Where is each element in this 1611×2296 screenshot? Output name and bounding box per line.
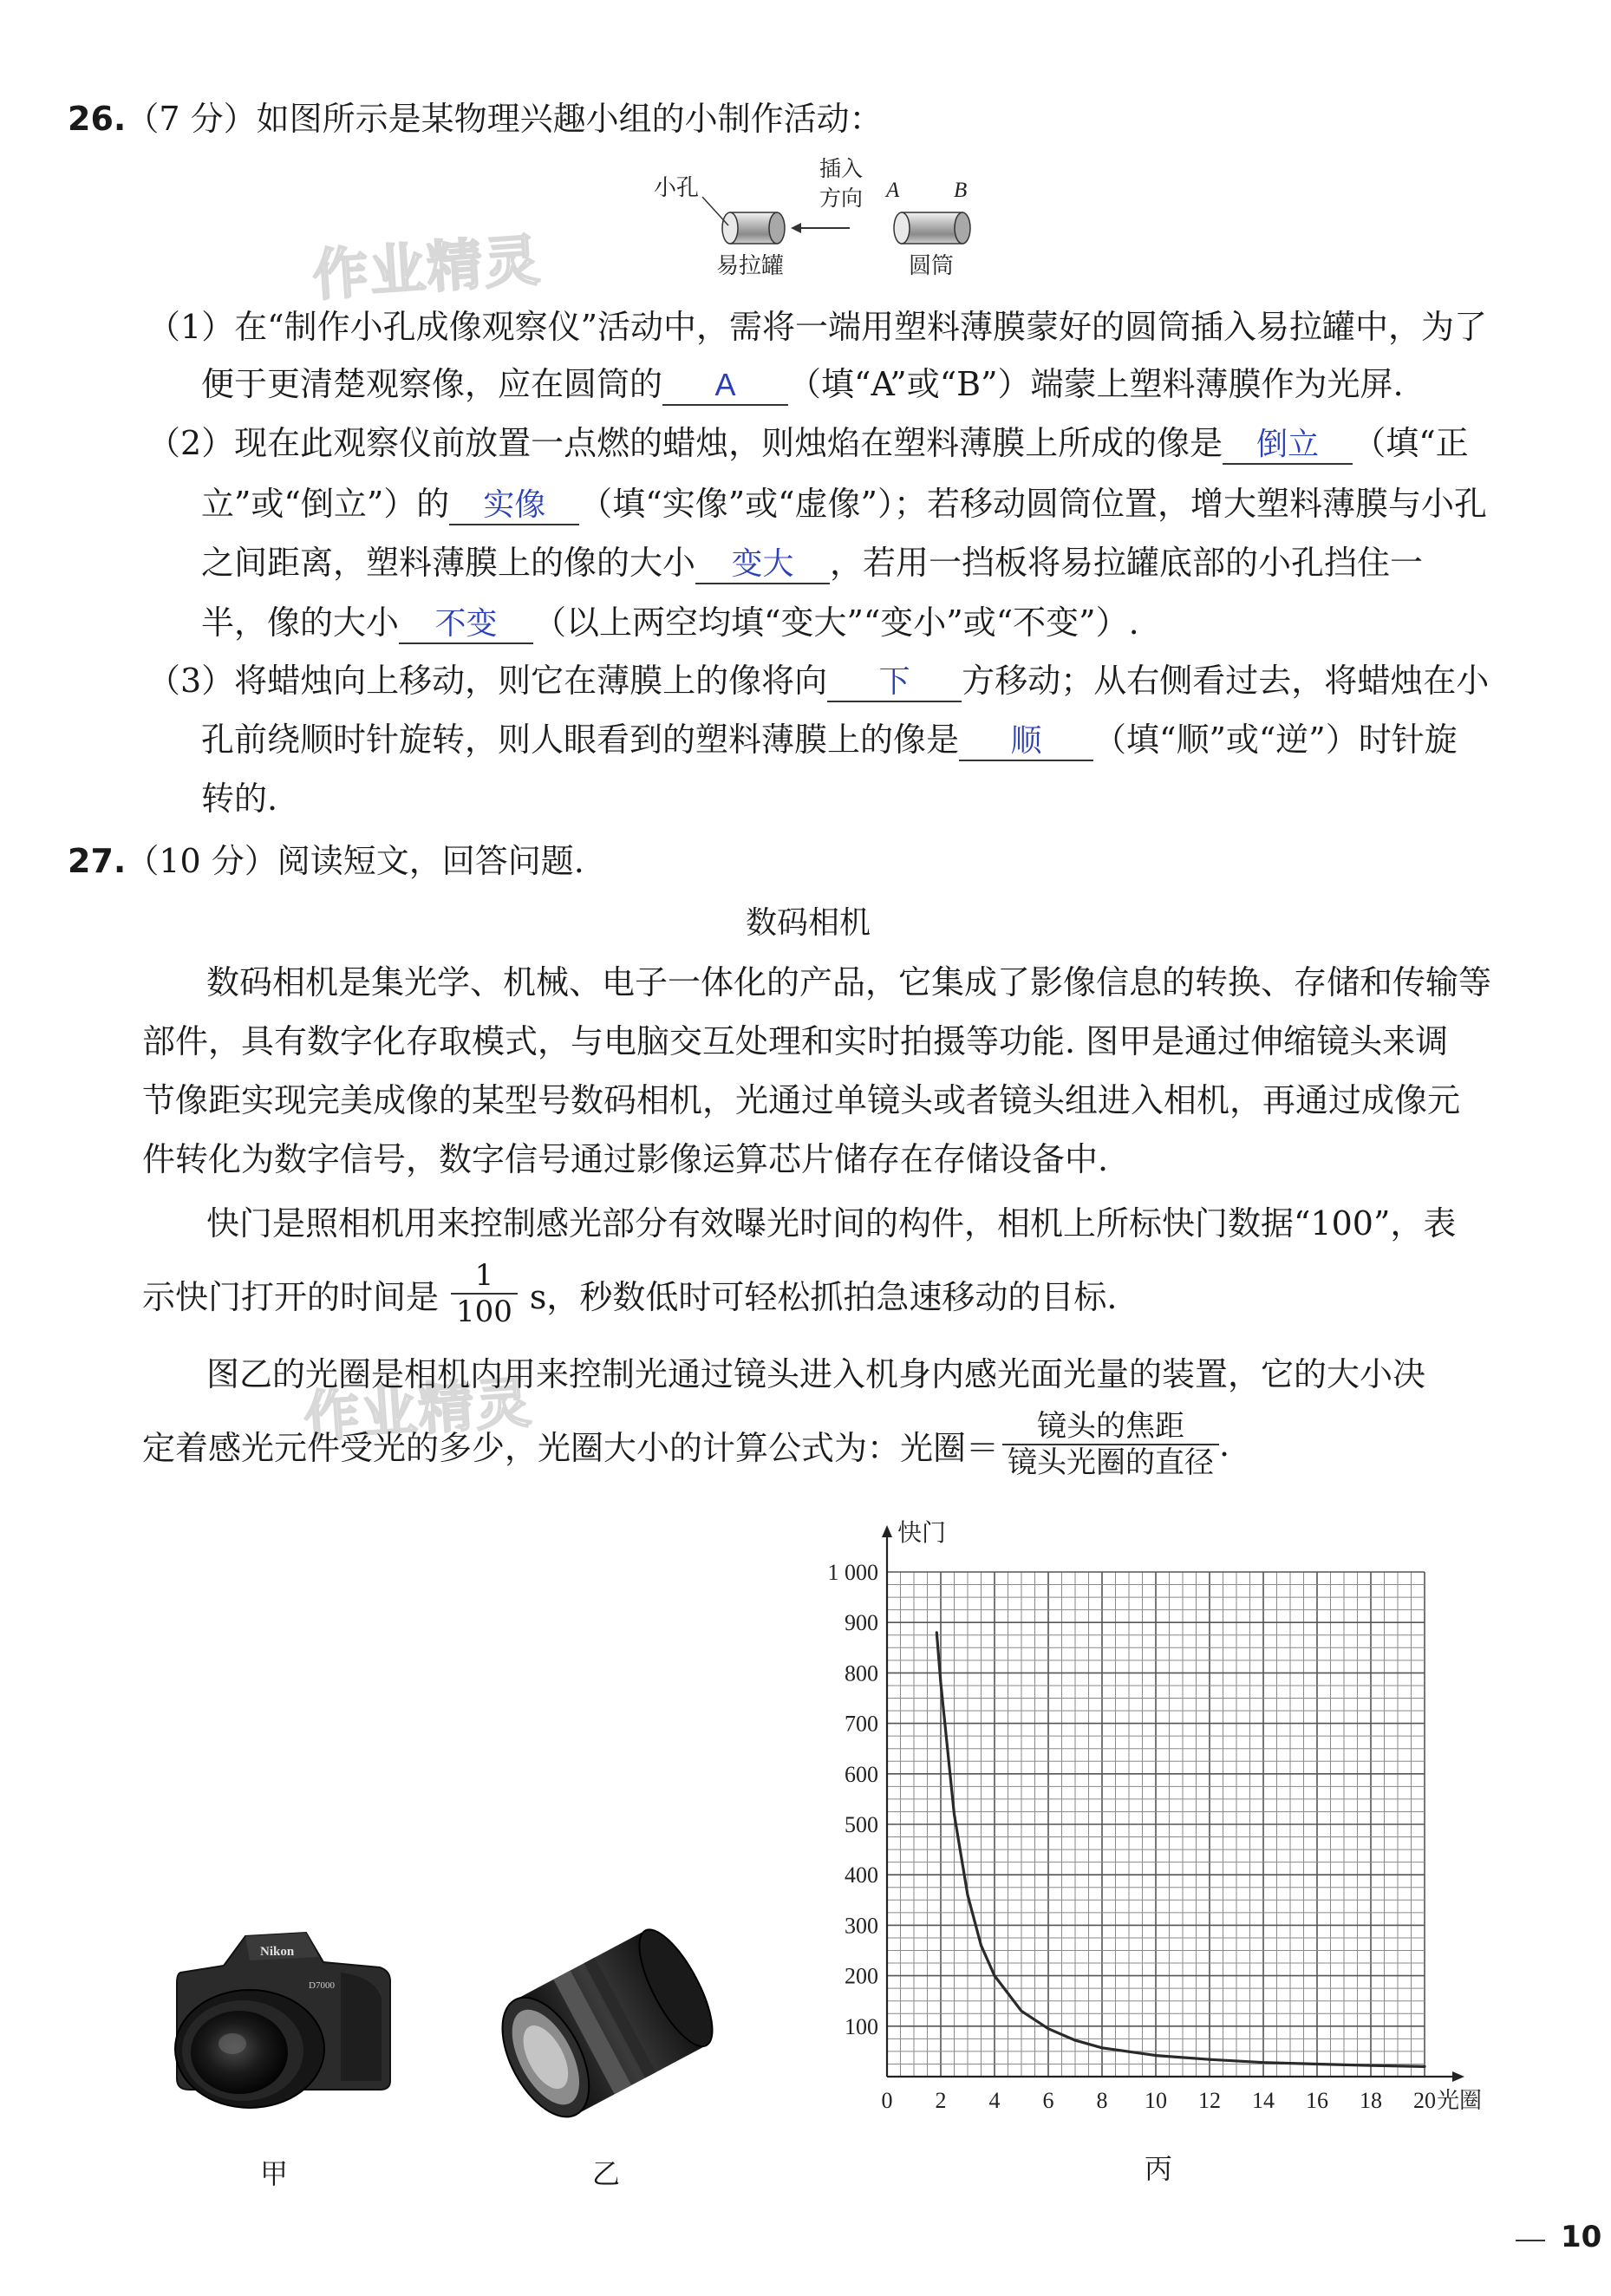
q26-p2-text-1a: （2）现在此观察仪前放置一点燃的蜡烛，则烛焰在塑料薄膜上所成的像是 xyxy=(147,424,1223,462)
para3-line2 xyxy=(142,1403,1229,1486)
x-tick-label: 14 xyxy=(1252,2088,1275,2113)
y-tick-label: 500 xyxy=(845,1812,878,1837)
para3-text-b: . xyxy=(1219,1425,1230,1464)
shutter-fraction-numerator: 1 xyxy=(451,1258,518,1295)
q26-header: （7 分）如图所示是某物理兴趣小组的小制作活动： xyxy=(126,100,883,138)
para1-line3: 节像距实现完美成像的某型号数码相机，光通过单镜头或者镜头组进入相机，再通过成像元 xyxy=(142,1081,1461,1119)
q26-p2-answer-2: 实像 xyxy=(449,486,579,525)
insert-label-1: 插入 xyxy=(819,158,864,181)
q26-p1-text-b: （填“A”或“B”）端蒙上塑料薄膜作为光屏. xyxy=(788,365,1404,403)
q26-p2-line1 xyxy=(147,421,1469,465)
shutter-aperture-chart xyxy=(815,1504,1491,2129)
can-cylinder xyxy=(722,212,785,244)
can-label: 易拉罐 xyxy=(716,253,785,278)
q26-p2-answer-4: 不变 xyxy=(399,604,533,644)
para1-line2: 部件，具有数字化存取模式，与电脑交互处理和实时拍摄等功能. 图甲是通过伸缩镜头来调 xyxy=(142,1022,1449,1060)
y-tick-label: 700 xyxy=(845,1711,878,1737)
y-tick-label: 900 xyxy=(845,1610,878,1636)
x-tick-label: 0 xyxy=(881,2088,893,2113)
q26-p3-text-2b: （填“顺”或“逆”）时针旋 xyxy=(1093,721,1458,759)
q26-p2-line3 xyxy=(201,541,1423,584)
x-tick-label: 16 xyxy=(1306,2088,1328,2113)
para2-text-b: s，秒数低时可轻松抓拍急速移动的目标. xyxy=(529,1277,1118,1316)
x-tick-label: 18 xyxy=(1360,2088,1382,2113)
lens-image xyxy=(486,1925,728,2124)
x-tick-label: 6 xyxy=(1042,2088,1054,2113)
shutter-fraction xyxy=(451,1258,518,1329)
q26-p3-text-1b: 方移动；从右侧看过去，将蜡烛在小 xyxy=(962,662,1490,700)
q26-p3-text-1a: （3）将蜡烛向上移动，则它在薄膜上的像将向 xyxy=(147,662,828,700)
x-tick-label: 12 xyxy=(1198,2088,1221,2113)
page-number: 10 xyxy=(1561,2220,1602,2254)
para1-line1: 数码相机是集光学、机械、电子一体化的产品，它集成了影像信息的转换、存储和传输等 xyxy=(206,963,1492,1001)
q26-p1-text-a: 便于更清楚观察像，应在圆筒的 xyxy=(201,365,663,403)
pinhole-viewer-figure xyxy=(642,152,1006,290)
q26-p2-text-2a: 立”或“倒立”）的 xyxy=(201,485,450,523)
camera-model: D7000 xyxy=(309,1980,335,1991)
q26-p2-text-1b: （填“正 xyxy=(1353,424,1469,462)
hole-leader-line xyxy=(702,197,728,225)
q26-p2-text-3a: 之间距离，塑料薄膜上的像的大小 xyxy=(201,544,696,582)
shutter-fraction-denominator: 100 xyxy=(456,1295,512,1329)
y-tick-label: 300 xyxy=(845,1913,878,1939)
x-tick-label: 8 xyxy=(1096,2088,1108,2113)
q26-p1-line1: （1）在“制作小孔成像观察仪”活动中，需将一端用塑料薄膜蒙好的圆筒插入易拉罐中，为了 xyxy=(147,308,1488,346)
q26-p3-line2 xyxy=(201,718,1458,761)
caption-yi: 乙 xyxy=(592,2157,621,2190)
para3-text-a: 定着感光元件受光的多少，光圈大小的计算公式为：光圈＝ xyxy=(142,1428,1000,1467)
q26-p2-answer-1: 倒立 xyxy=(1223,425,1353,465)
q26-p2-text-3b: ，若用一挡板将易拉罐底部的小孔挡住一 xyxy=(830,544,1424,582)
x-tick-label: 10 xyxy=(1145,2088,1167,2113)
q27-number: 27. xyxy=(68,842,127,880)
aperture-formula-fraction xyxy=(1002,1409,1219,1480)
x-tick-label: 20 xyxy=(1413,2088,1436,2113)
q26-p3-text-2a: 孔前绕顺时针旋转，则人眼看到的塑料薄膜上的像是 xyxy=(201,721,960,759)
insert-label-2: 方向 xyxy=(819,187,864,211)
y-axis-label: 快门 xyxy=(897,1520,947,1547)
x-tick-label: 4 xyxy=(988,2088,1001,2113)
q26-p2-text-4a: 半，像的大小 xyxy=(201,603,400,642)
para1-line4: 件转化为数字信号，数字信号通过影像运算芯片储存在存储设备中. xyxy=(142,1140,1109,1178)
article-title: 数码相机 xyxy=(746,905,871,941)
q27-header: （10 分）阅读短文，回答问题. xyxy=(126,842,584,880)
caption-jia: 甲 xyxy=(260,2157,289,2190)
y-tick-label: 600 xyxy=(845,1761,878,1787)
page-number-dash xyxy=(1516,2240,1545,2241)
x-axis-arrow xyxy=(1452,2071,1464,2082)
y-tick-label: 400 xyxy=(845,1862,878,1888)
para2-line1: 快门是照相机用来控制感光部分有效曝光时间的构件，相机上所标快门数据“100”，表 xyxy=(206,1204,1457,1243)
q26-p3-answer-1: 下 xyxy=(827,662,962,702)
q26-p2-text-2b: （填“实像”或“虚像”）；若移动圆筒位置，增大塑料薄膜与小孔 xyxy=(579,485,1487,523)
q26-p1-line2 xyxy=(201,362,1404,406)
q26-p3-answer-2: 顺 xyxy=(959,721,1093,761)
x-axis-label: 光圈 xyxy=(1437,2088,1483,2113)
q26-p2-text-4b: （以上两空均填“变大”“变小”或“不变”）. xyxy=(533,603,1139,642)
end-b-label: B xyxy=(954,179,968,202)
watermark-middle: 作业精灵 xyxy=(302,1370,535,1451)
q26-p2-line4 xyxy=(201,601,1139,644)
caption-bing: 丙 xyxy=(1145,2152,1173,2185)
q26-p3-line3: 转的. xyxy=(201,779,278,818)
q26-header-line xyxy=(68,97,883,140)
insert-direction-arrow xyxy=(791,223,850,233)
q27-header-line xyxy=(68,839,584,883)
hole-label: 小孔 xyxy=(654,175,700,200)
para2-text-a: 示快门打开的时间是 xyxy=(142,1277,440,1316)
watermark-top: 作业精灵 xyxy=(310,228,544,310)
y-tick-label: 1 000 xyxy=(827,1560,878,1585)
tube-label: 圆筒 xyxy=(909,253,955,278)
q26-p1-answer: A xyxy=(662,366,788,406)
tube-cylinder xyxy=(894,212,970,244)
y-tick-label: 100 xyxy=(845,2013,878,2039)
q26-p2-line2 xyxy=(201,482,1487,525)
aperture-formula-denominator: 镜头光圈的直径 xyxy=(1008,1445,1215,1480)
y-tick-label: 200 xyxy=(845,1963,878,1989)
camera-brand: Nikon xyxy=(260,1945,295,1959)
para2-line2 xyxy=(142,1252,1118,1335)
para3-line1: 图乙的光圈是相机内用来控制光通过镜头进入机身内感光面光量的装置，它的大小决 xyxy=(206,1355,1426,1393)
aperture-formula-numerator: 镜头的焦距 xyxy=(1002,1409,1219,1445)
camera-image xyxy=(163,1912,397,2120)
y-tick-label: 800 xyxy=(845,1660,878,1686)
x-tick-label: 2 xyxy=(935,2088,947,2113)
q26-number: 26. xyxy=(68,100,127,138)
q26-p3-line1 xyxy=(147,659,1489,702)
y-axis-arrow xyxy=(882,1525,892,1537)
end-a-label: A xyxy=(886,179,900,202)
q26-p2-answer-3: 变大 xyxy=(695,545,830,584)
